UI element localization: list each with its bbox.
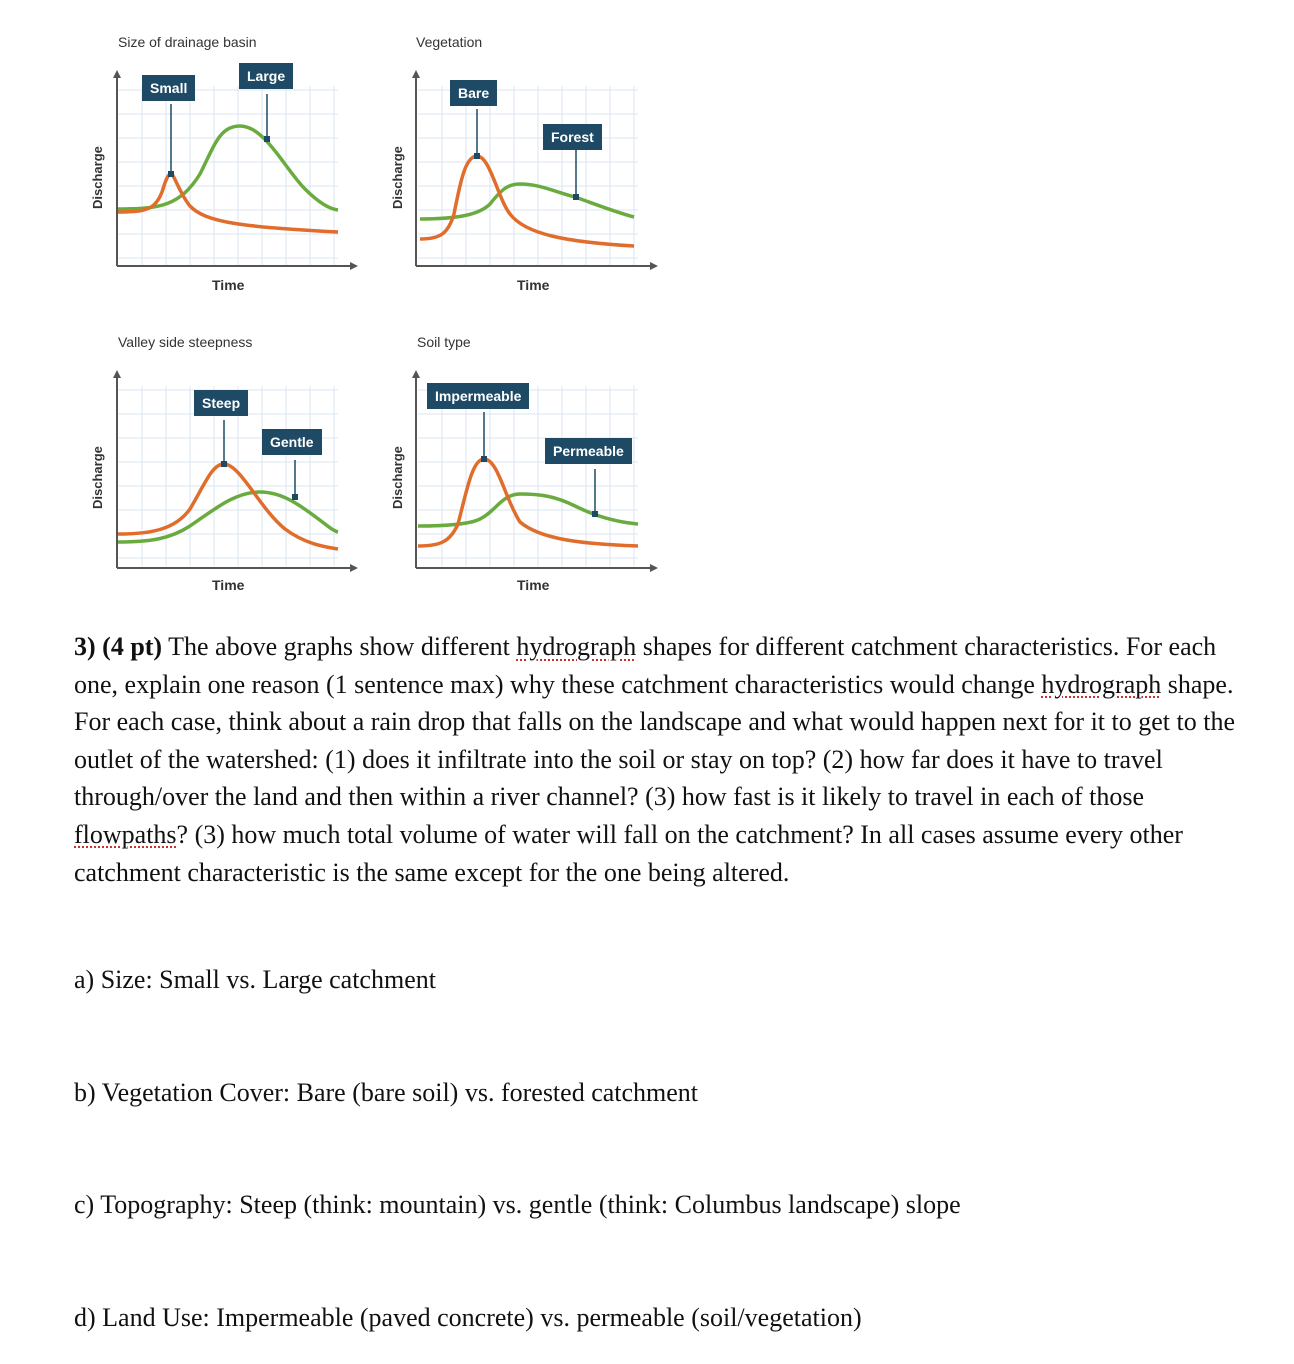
y-axis-label: Discharge bbox=[390, 446, 405, 509]
pointer-dot bbox=[292, 494, 298, 500]
graph-valley-steepness bbox=[90, 334, 390, 624]
x-axis-label: Time bbox=[212, 277, 245, 293]
graph-title: Size of drainage basin bbox=[118, 34, 257, 50]
callout-orange: Impermeable bbox=[427, 383, 529, 409]
pointer-dot bbox=[592, 511, 598, 517]
y-axis-arrow bbox=[412, 70, 420, 78]
graph-title: Valley side steepness bbox=[118, 334, 253, 350]
hydrograph-drainage-size bbox=[90, 34, 350, 284]
subquestion-a: a) Size: Small vs. Large catchment bbox=[74, 965, 436, 994]
y-axis-label: Discharge bbox=[90, 446, 105, 509]
y-axis-label: Discharge bbox=[390, 146, 405, 209]
question-number: 3) (4 pt) bbox=[74, 632, 163, 661]
x-axis-arrow bbox=[350, 262, 358, 270]
x-axis-label: Time bbox=[212, 577, 245, 593]
x-axis-arrow bbox=[650, 262, 658, 270]
orange-curve bbox=[118, 464, 338, 549]
question-3 bbox=[74, 628, 1254, 891]
grid bbox=[418, 386, 638, 566]
subquestion-c: c) Topography: Steep (think: mountain) vs. gentle (think: Columbus landscape) slope bbox=[74, 1190, 961, 1219]
pointer-dot bbox=[264, 136, 270, 142]
orange-curve bbox=[418, 459, 638, 546]
question-text-part: shapes for different catchment characteristics. For each one, explain one reason (1 sentence max) why these catchment characteristics would change bbox=[74, 632, 1217, 699]
y-axis-arrow bbox=[113, 70, 121, 78]
grid bbox=[418, 86, 638, 266]
callout-green: Permeable bbox=[545, 438, 632, 464]
callout-green: Gentle bbox=[262, 429, 322, 455]
graph-soil-type bbox=[390, 334, 690, 624]
y-axis-arrow bbox=[412, 370, 420, 378]
subquestion-b: b) Vegetation Cover: Bare (bare soil) vs. forested catchment bbox=[74, 1078, 699, 1107]
orange-curve bbox=[118, 174, 338, 232]
spellcheck-word: flowpaths bbox=[74, 819, 177, 849]
graph-title: Soil type bbox=[417, 334, 471, 350]
callout-orange: Steep bbox=[194, 390, 248, 416]
y-axis-label: Discharge bbox=[90, 146, 105, 209]
pointer-dot bbox=[221, 461, 227, 467]
green-curve bbox=[420, 184, 634, 219]
callout-green: Forest bbox=[543, 124, 602, 150]
hydrograph-valley-steepness bbox=[90, 334, 350, 584]
hydrograph-vegetation bbox=[390, 34, 650, 284]
x-axis-arrow bbox=[650, 564, 658, 572]
green-curve bbox=[118, 126, 338, 210]
question-text-part: shape. For each case, think about a rain drop that falls on the landscape and what would happen next for it to get to the outlet of the watershed: (1) does it infiltrate into the soil or stay on top? (2) how far does it have to travel through/over the land and then within a river channel? (3) how fast is it likely to travel in each of those bbox=[74, 669, 1235, 812]
y-axis-arrow bbox=[113, 370, 121, 378]
orange-curve bbox=[420, 156, 634, 246]
spellcheck-word: hydrograph bbox=[1041, 669, 1162, 699]
pointer-dot bbox=[474, 153, 480, 159]
callout-orange: Small bbox=[142, 75, 195, 101]
spellcheck-word: hydrograph bbox=[516, 632, 637, 661]
pointer-dot bbox=[481, 456, 487, 462]
grid bbox=[118, 86, 338, 266]
question-text-part: The above graphs show different bbox=[162, 632, 517, 661]
question-text-part: ? (3) how much total volume of water will fall on the catchment? In all cases assume every other catchment characteristic is the same except for the one being altered. bbox=[74, 819, 1183, 887]
graph-title: Vegetation bbox=[416, 34, 483, 50]
graph-vegetation bbox=[390, 34, 690, 324]
graph-drainage-size bbox=[90, 34, 390, 324]
x-axis-label: Time bbox=[517, 277, 550, 293]
pointer-dot bbox=[573, 194, 579, 200]
callout-orange: Bare bbox=[450, 80, 497, 106]
pointer-dot bbox=[168, 171, 174, 177]
x-axis-arrow bbox=[350, 564, 358, 572]
callout-green: Large bbox=[239, 63, 293, 89]
x-axis-label: Time bbox=[517, 577, 550, 593]
subquestion-d: d) Land Use: Impermeable (paved concrete) vs. permeable (soil/vegetation) bbox=[74, 1303, 862, 1332]
